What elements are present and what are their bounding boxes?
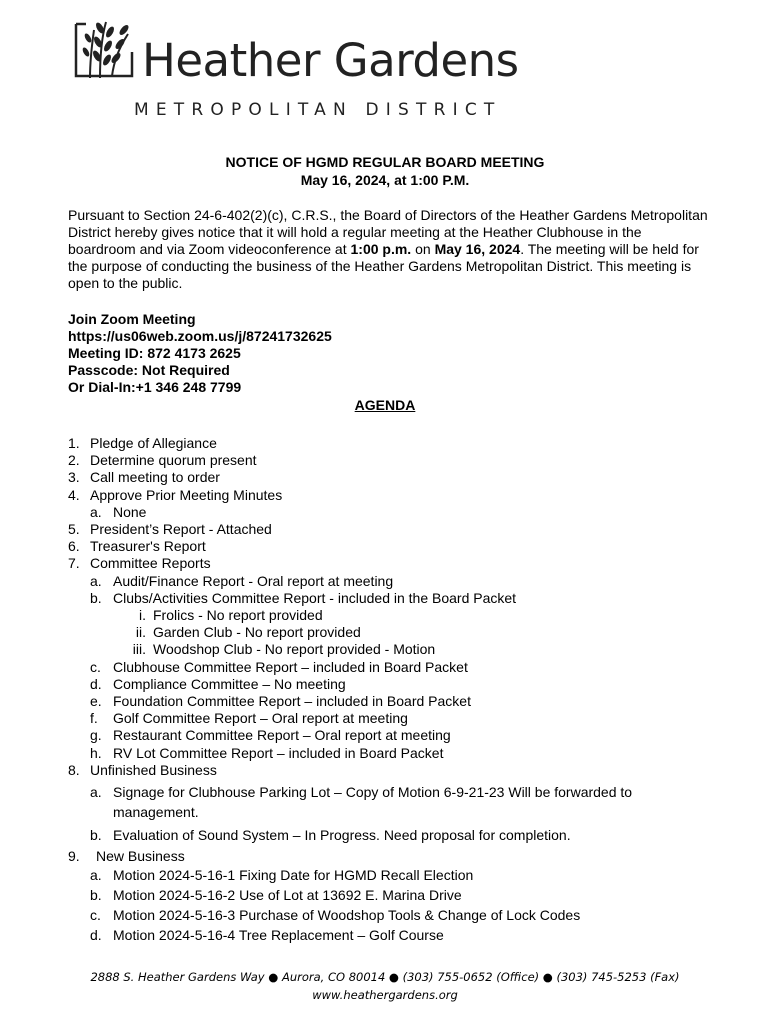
intro-date: May 16, 2024 bbox=[434, 241, 521, 257]
agenda-subsubitem: i. Frolics - No report provided bbox=[139, 607, 323, 624]
footer bbox=[0, 968, 770, 1004]
agenda-item: 6. Treasurer's Report bbox=[68, 538, 206, 555]
zoom-info bbox=[68, 311, 332, 396]
agenda-subitem: a. Audit/Finance Report - Oral report at meeting bbox=[90, 572, 394, 589]
agenda-title: AGENDA bbox=[354, 397, 416, 413]
intro-paragraph bbox=[68, 207, 708, 292]
agenda-subitem: c. Clubhouse Committee Report – included in Board Packet bbox=[90, 658, 468, 675]
zoom-dial-in: Or Dial-In:+1 346 248 7799 bbox=[68, 379, 242, 395]
notice-header bbox=[0, 153, 770, 189]
notice-date: May 16, 2024, at 1:00 P.M. bbox=[300, 172, 470, 188]
agenda-subitem: a. Motion 2024-5-16-1 Fixing Date for HGMD Recall Election bbox=[90, 867, 474, 884]
agenda-subitem: d. Compliance Committee – No meeting bbox=[90, 675, 346, 692]
agenda-subitem: a. None bbox=[90, 503, 147, 520]
agenda-subitem: c. Motion 2024-5-16-3 Purchase of Woodshop Tools & Change of Lock Codes bbox=[90, 907, 581, 924]
intro-text-2: on bbox=[411, 241, 435, 257]
footer-address: 2888 S. Heather Gardens Way ● Aurora, CO 80014 ● (303) 755-0652 (Office) ● (303) 745-5253 (Fax) bbox=[90, 970, 680, 984]
agenda-subitem: h. RV Lot Committee Report – included in Board Packet bbox=[90, 744, 444, 761]
wheat-leaf-icon bbox=[70, 16, 136, 82]
agenda-item: 7. Committee Reports bbox=[68, 555, 211, 572]
agenda-item: 2. Determine quorum present bbox=[68, 452, 257, 469]
agenda-item: 4. Approve Prior Meeting Minutes bbox=[68, 486, 283, 503]
notice-title: NOTICE OF HGMD REGULAR BOARD MEETING bbox=[225, 154, 545, 170]
agenda-subsubitem: iii. Woodshop Club - No report provided - Motion bbox=[132, 641, 436, 658]
agenda-item: 5. President’s Report - Attached bbox=[68, 521, 272, 538]
intro-time: 1:00 p.m. bbox=[350, 241, 412, 257]
agenda-list bbox=[68, 435, 708, 945]
zoom-url[interactable]: https://us06web.zoom.us/j/87241732625 bbox=[68, 328, 332, 344]
agenda-subitem: g. Restaurant Committee Report – Oral report at meeting bbox=[90, 727, 451, 744]
agenda-subitem: f. Golf Committee Report – Oral report at meeting bbox=[90, 710, 408, 727]
footer-website[interactable]: www.heathergardens.org bbox=[312, 988, 458, 1002]
zoom-heading: Join Zoom Meeting bbox=[68, 311, 196, 327]
intro-text-3: . The meeting will be held for the purpose of conducting the business of the Heather Gardens Metropolitan District. This meeting is open to the public. bbox=[68, 241, 699, 291]
agenda-subitem: e. Foundation Committee Report – included in Board Packet bbox=[90, 693, 471, 710]
agenda-item: 1. Pledge of Allegiance bbox=[68, 435, 217, 451]
agenda-item: 9. New Business bbox=[68, 848, 185, 865]
intro-text-1: Pursuant to Section 24-6-402(2)(c), C.R.S., the Board of Directors of the Heather Gardens Metropolitan District hereby gives notice that it will hold a regular meeting at the Heather Clubhouse in the boardroom and via Zoom videoconference at bbox=[68, 207, 708, 257]
logo-title: Heather Gardens bbox=[142, 34, 519, 87]
agenda-subsubitem: ii. Garden Club - No report provided bbox=[135, 624, 361, 641]
agenda-subitem: b. Evaluation of Sound System – In Progress. Need proposal for completion. bbox=[90, 827, 571, 844]
agenda-item: 3. Call meeting to order bbox=[68, 469, 220, 486]
agenda-subitem: b. Clubs/Activities Committee Report - included in the Board Packet bbox=[90, 589, 517, 606]
logo bbox=[70, 16, 519, 120]
agenda-subitem: d. Motion 2024-5-16-4 Tree Replacement – Golf Course bbox=[90, 927, 444, 944]
zoom-passcode: Passcode: Not Required bbox=[68, 362, 230, 378]
agenda-subitem: a. Signage for Clubhouse Parking Lot – Copy of Motion 6-9-21-23 Will be forwarded to management. bbox=[90, 784, 633, 821]
logo-subtitle: METROPOLITAN DISTRICT bbox=[134, 100, 502, 120]
agenda-item: 8. Unfinished Business bbox=[68, 761, 217, 778]
agenda-subitem: b. Motion 2024-5-16-2 Use of Lot at 13692 E. Marina Drive bbox=[90, 887, 462, 904]
zoom-meeting-id: Meeting ID: 872 4173 2625 bbox=[68, 345, 241, 361]
